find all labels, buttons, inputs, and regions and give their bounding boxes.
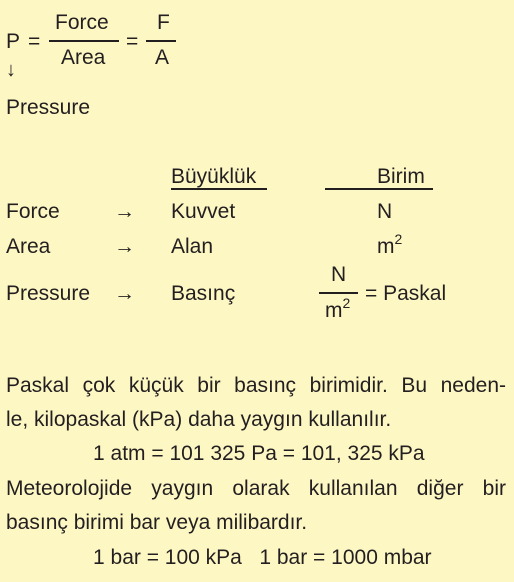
- down-arrow-icon: ↓: [6, 59, 16, 81]
- header-quantity-underline: [171, 188, 267, 190]
- row-area-turkish: Alan: [171, 235, 214, 258]
- row-pressure-unit-den-exponent: 2: [342, 295, 351, 311]
- formula-denominator-short: A: [155, 46, 170, 69]
- paragraph-line-3: Meteorolojide yaygın olarak kullanılan diğer bir: [6, 477, 506, 500]
- formula-denominator: Area: [61, 46, 106, 69]
- formula-lhs: P: [6, 30, 21, 53]
- fraction-bar-long: [49, 40, 119, 42]
- row-force-unit: N: [377, 200, 393, 223]
- row-force-english: Force: [6, 200, 60, 223]
- paragraph-line-1: Paskal çok küçük bir basınç birimidir. Bu neden-: [6, 374, 506, 397]
- row-area-unit: [377, 231, 403, 258]
- row-pressure-unit-numerator: N: [331, 263, 347, 286]
- bar-conversion-line: 1 bar = 100 kPa 1 bar = 1000 mbar: [93, 546, 432, 569]
- row-area-unit-exponent: 2: [394, 231, 403, 247]
- paragraph-line-2: le, kilopaskal (kPa) daha yaygın kullanılır.: [6, 408, 392, 431]
- formula-equals-1: =: [28, 30, 41, 53]
- row-pressure-fraction-bar: [319, 292, 358, 294]
- row-pressure-english: Pressure: [6, 282, 91, 305]
- row-area-arrow-icon: →: [114, 235, 135, 258]
- formula-numerator: Force: [55, 11, 109, 34]
- row-pressure-arrow-icon: →: [114, 282, 135, 305]
- header-unit-underline: [325, 188, 433, 190]
- row-pressure-turkish: Basınç: [171, 282, 236, 305]
- paragraph-line-4: basınç birimi bar veya milibardır.: [6, 511, 308, 534]
- row-force-arrow-icon: →: [114, 200, 135, 223]
- formula-numerator-short: F: [157, 11, 170, 34]
- header-unit: Birim: [377, 165, 425, 188]
- row-pressure-unit-denominator: [325, 295, 351, 322]
- row-area-unit-base: m: [377, 235, 395, 258]
- header-quantity: Büyüklük: [171, 165, 257, 188]
- pressure-label: Pressure: [6, 96, 91, 119]
- formula-equals-2: =: [126, 30, 139, 53]
- fraction-bar-short: [146, 40, 176, 42]
- row-force-turkish: Kuvvet: [171, 200, 236, 223]
- atm-conversion-line: 1 atm = 101 325 Pa = 101, 325 kPa: [93, 442, 425, 465]
- row-pressure-unit-den-base: m: [325, 299, 343, 322]
- row-pressure-unit-equals: = Paskal: [365, 282, 447, 305]
- row-area-english: Area: [6, 235, 51, 258]
